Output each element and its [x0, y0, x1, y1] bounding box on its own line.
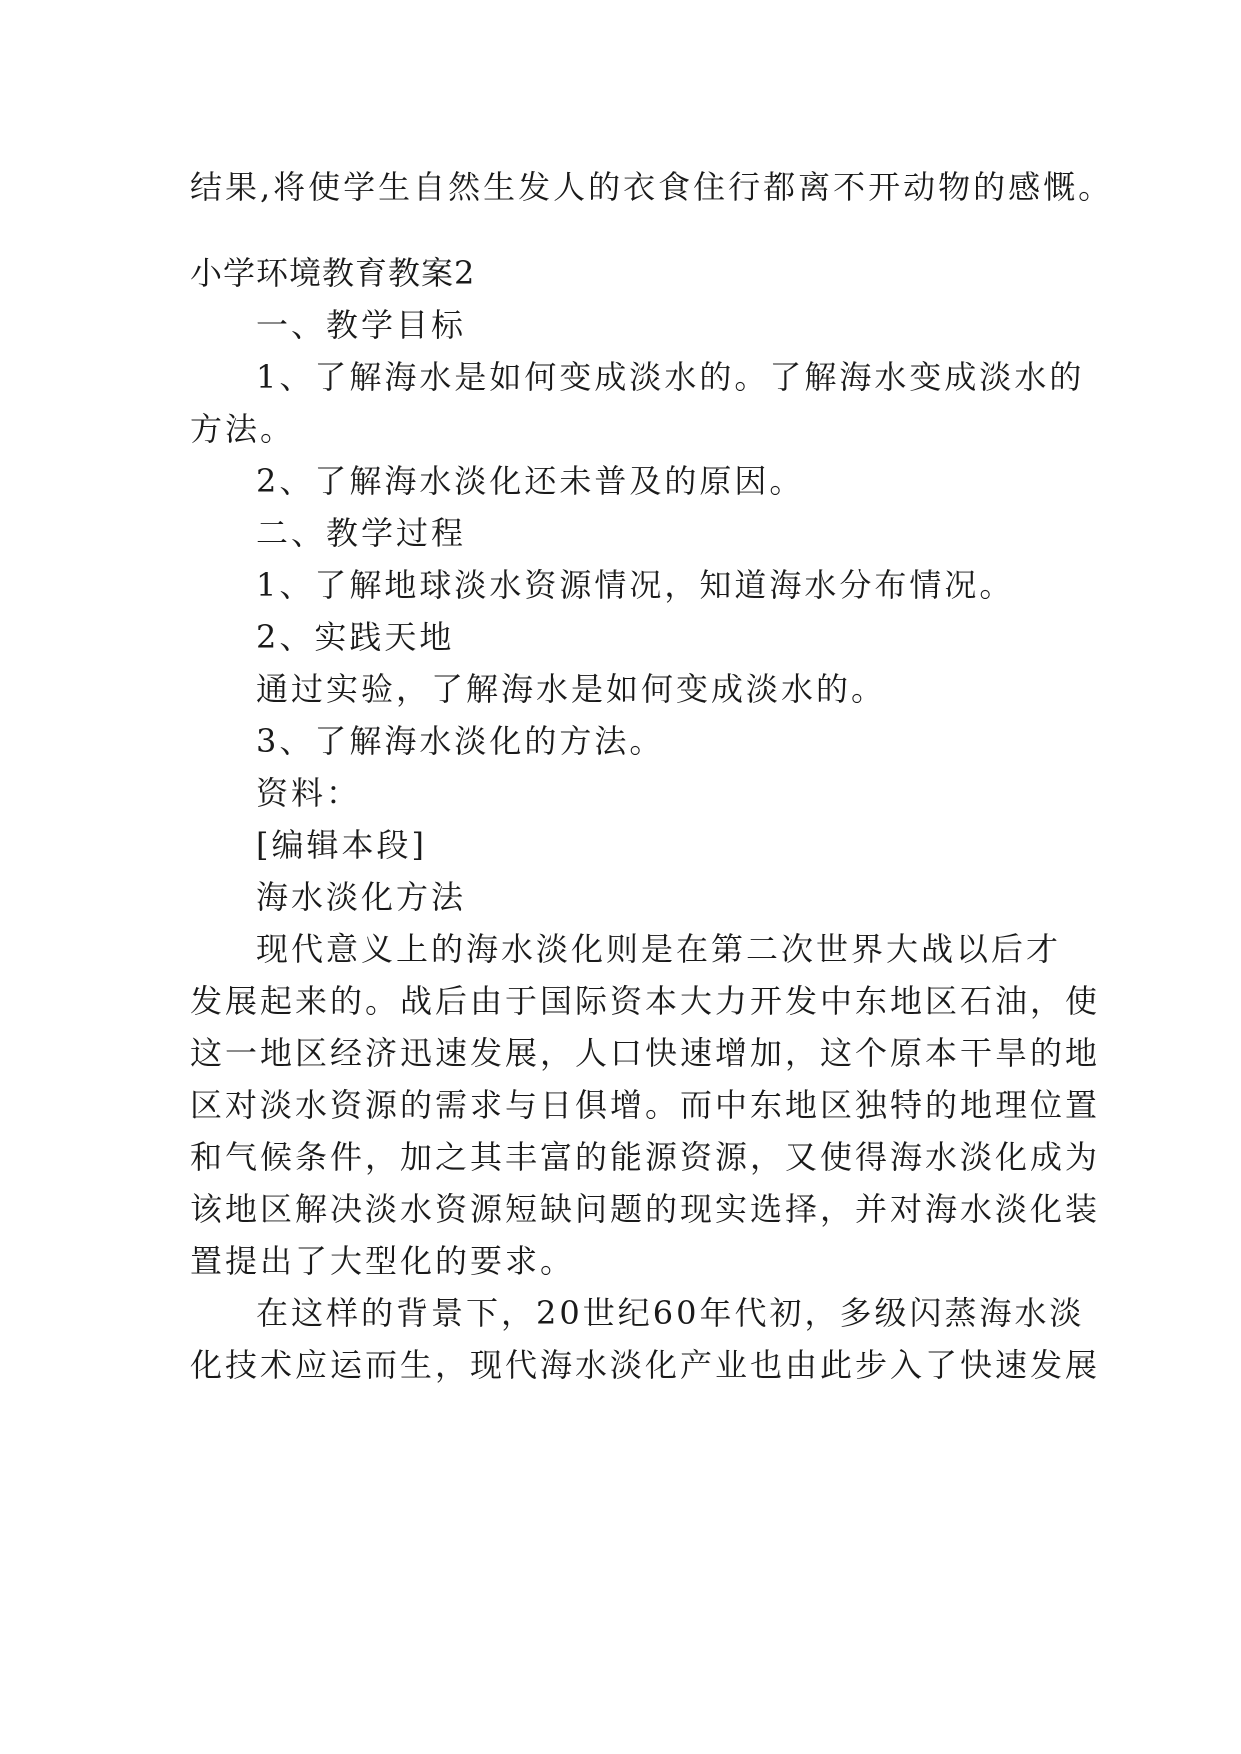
paragraph-line: 和气候条件，加之其丰富的能源资源，又使得海水淡化成为 — [190, 1138, 1101, 1176]
paragraph-line: 在这样的背景下，20世纪60年代初，多级闪蒸海水淡 — [256, 1294, 1085, 1332]
edit-section-marker: [编辑本段] — [256, 826, 427, 864]
list-item: 2、了解海水淡化还未普及的原因。 — [256, 462, 805, 500]
paragraph-line: 该地区解决淡水资源短缺问题的现实选择，并对海水淡化装 — [190, 1190, 1101, 1228]
heading-teaching-process: 二、教学过程 — [256, 514, 467, 552]
list-item: 1、了解地球淡水资源情况，知道海水分布情况。 — [256, 566, 1015, 604]
section-title: 小学环境教育教案2 — [190, 254, 476, 292]
paragraph-line: 现代意义上的海水淡化则是在第二次世界大战以后才 — [256, 930, 1062, 968]
paragraph-line: 化技术应运而生，现代海水淡化产业也由此步入了快速发展 — [190, 1346, 1101, 1384]
label-materials: 资料： — [256, 774, 362, 812]
heading-teaching-goals: 一、教学目标 — [256, 306, 467, 344]
paragraph-line: 结果,将使学生自然生发人的衣食住行都离不开动物的感慨。 — [190, 168, 1114, 206]
paragraph-line: 置提出了大型化的要求。 — [190, 1242, 576, 1280]
subheading-desalination-methods: 海水淡化方法 — [256, 878, 467, 916]
paragraph-line: 这一地区经济迅速发展，人口快速增加，这个原本干旱的地 — [190, 1034, 1101, 1072]
paragraph-line: 通过实验，了解海水是如何变成淡水的。 — [256, 670, 887, 708]
paragraph-line: 区对淡水资源的需求与日俱增。而中东地区独特的地理位置 — [190, 1086, 1101, 1124]
list-item: 2、实践天地 — [256, 618, 455, 656]
list-item: 3、了解海水淡化的方法。 — [256, 722, 665, 760]
list-item: 1、了解海水是如何变成淡水的。了解海水变成淡水的 — [256, 358, 1085, 396]
paragraph-line: 发展起来的。战后由于国际资本大力开发中东地区石油，使 — [190, 982, 1101, 1020]
list-item-continuation: 方法。 — [190, 410, 296, 448]
